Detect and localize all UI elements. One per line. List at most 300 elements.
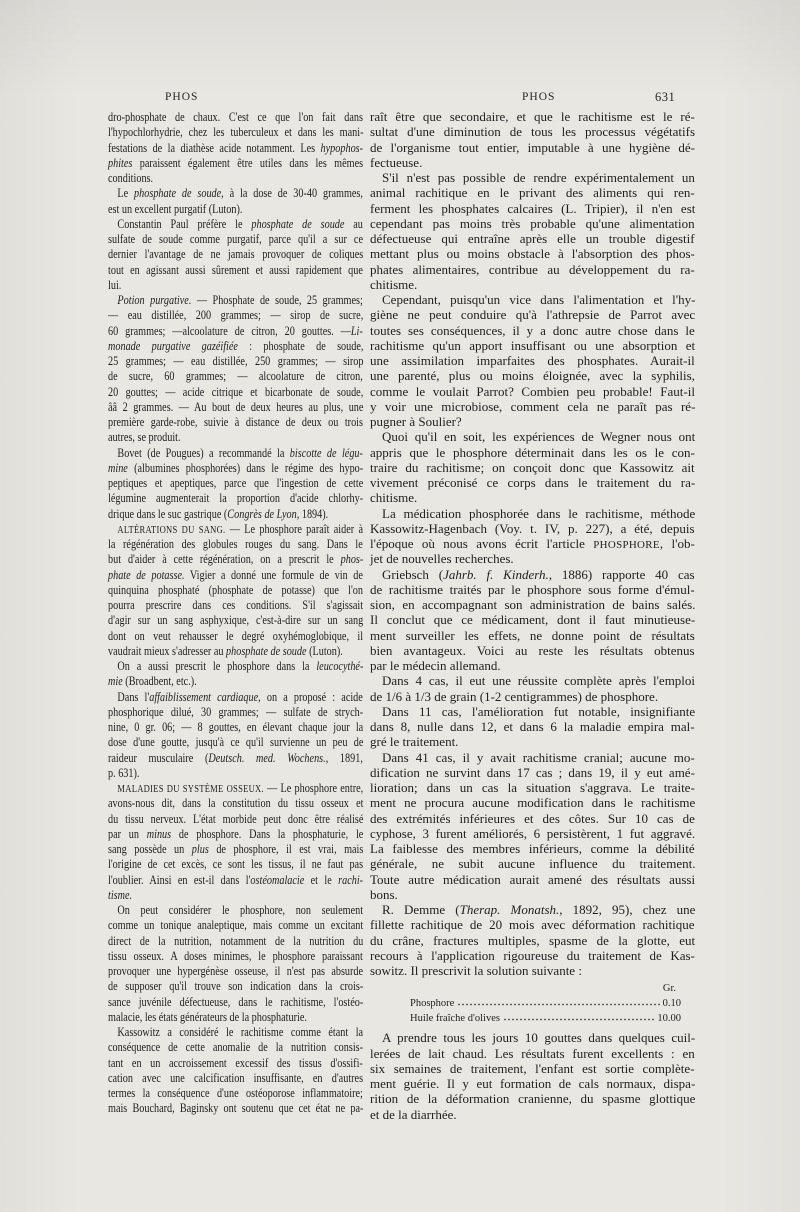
italic-run: biscotte de légu- [289,444,363,460]
text-line-content [108,811,363,826]
text-line [108,1070,363,1085]
text-line-content [108,673,197,688]
italic-run: phosphate de soude [134,185,222,201]
text-run: mais Bouchard, Baginsky ont soutenu que cet état ne pa- [108,1100,364,1116]
text-line-content [108,826,363,841]
text-run: Dans 41 cas, il y avait rachitisme cranial; aucune mo- [382,749,695,765]
text-line [370,185,695,200]
text-run: ment surveiller les effets, ne donne point de résultats [370,627,695,643]
text-run: , 1892, 95), chez une [559,902,696,917]
text-line [108,673,363,688]
text-line [370,872,695,887]
text-run: dro-phosphate de chaux. C'est ce que l'on fait dans [108,109,363,124]
text-run: de l'organisme tout entier, imputable à une hygiène dé- [370,139,695,155]
text-run: raideur musculaire ( [108,749,209,765]
text-line [108,1039,363,1054]
text-line [108,307,363,322]
paragraph [370,704,695,750]
text-run: autres, se produit. [108,429,181,445]
text-line [108,811,363,826]
text-line-content [117,216,362,231]
text-line [370,445,695,460]
text-run: fectueuse. [370,154,423,170]
text-run: cependant pas moins très probable qu'une alimentation [370,215,695,231]
italic-run: phate de potasse. [108,566,185,582]
text-line [370,124,695,139]
text-line-content [108,231,363,246]
text-run: l'origine de cet excès, ce sont les tissus, il ne faut pas [108,856,364,872]
text-line [370,948,695,963]
text-run: rition de la déformation cranienne, du spasme glottique [370,1091,696,1107]
text-line-content [370,582,695,597]
text-line [108,109,363,124]
text-line-content [108,338,363,353]
text-run: comme un tonique analeptique, mais comme un excitant [108,917,364,933]
text-run: d'agir sur un sang asphyxique, c'est-à-dire sur un sang [108,612,364,628]
text-line-content [370,460,695,475]
text-line [370,1076,695,1091]
text-run: drique dans le suc gastrique ( [108,505,228,521]
text-run: giène ne peut conduire qu'à l'athrepsie de Parrot avec [370,307,696,323]
text-run: fillette rachitique de 20 mois avec déformation rachitique [370,917,695,933]
text-line-content [117,689,362,704]
text-run: toutes ses conséquences, il y a donc autre chose dans le [370,322,695,338]
italic-run: Deutsch. med. Wochens. [208,749,326,765]
text-line-content [117,185,363,200]
text-run: recours à l'application rigoureuse du traitement de Kas- [370,947,695,963]
text-line-content [370,1107,457,1122]
text-line-content [370,353,695,368]
text-run: Dans 11 cas, l'amélioration fut notable, insignifiante [382,703,696,719]
text-line [370,1091,695,1106]
text-line-content [108,765,139,780]
text-line [108,460,363,475]
text-run: du crâne, fractures multiples, spasme de la glotte, eut [370,932,696,948]
small-caps-heading: MALADIES DU SYSTÈME OSSEUX. [117,783,264,795]
text-run: On peut considérer le phosphore, non seulement [117,902,364,917]
text-line-content [370,155,422,170]
text-line-content [108,917,363,932]
text-run: sang possède un [108,841,192,856]
text-line [370,567,695,582]
text-line-content [108,887,132,902]
text-line [370,719,695,734]
text-line-content [108,140,363,155]
text-line-content [370,246,695,261]
text-line-content [382,902,695,917]
text-run: l'oublier. Ainsi en est-il dans l' [108,871,251,887]
text-line-content [108,414,363,429]
text-line [370,140,695,155]
text-line [108,567,363,582]
text-run: jet de nouvelles recherches. [370,551,514,567]
text-line [370,933,695,948]
text-run: l'époque où nous avons écrit l'article [370,536,594,551]
text-line-content [108,795,363,810]
text-line-content [370,597,695,612]
text-line-content [108,582,363,597]
text-line [370,414,695,429]
text-run: dernier l'avantage de ne jamais provoquer de coliques [108,246,364,262]
text-line-content [382,704,695,719]
italic-run: Potion purgative. [117,292,192,307]
italic-run: plus [191,841,209,856]
text-line-content [108,704,363,719]
running-head-left: PHOS [165,91,199,103]
text-line-content [370,521,695,536]
text-line [370,887,695,902]
text-line [370,689,695,704]
text-line [108,384,363,399]
formula-unit-header: Gr. [662,983,676,995]
text-line-content [108,551,363,566]
text-run: la régénération des globules rouges du sang. Dans le [108,536,363,551]
text-run: au [344,215,363,231]
text-run: — eau distillée, 200 grammes; — sirop de sucre, [108,307,364,323]
text-run: direct de la nutrition, notamment de la nutrition du [108,932,364,948]
text-line [370,963,695,978]
text-line [370,795,695,810]
text-line [108,689,363,704]
text-line [370,338,695,353]
text-line-content [370,1091,695,1106]
text-line-content [370,445,695,460]
text-run: y voir une microbiose, comment cela ne paraît pas ré- [370,398,696,414]
text-line [108,841,363,856]
italic-run: Jahrb. f. Kinderh. [443,566,549,582]
text-run: traire du rachitisme; on conçoit donc que Kassowitz ait [370,459,695,475]
text-line-content [370,872,695,887]
text-line [108,917,363,932]
text-line [108,612,363,627]
text-line-content [108,475,363,490]
text-line-content [108,1070,363,1085]
paragraph [108,521,363,658]
text-line-content [108,994,363,1009]
text-line-content [382,1030,695,1045]
text-run: sion, en accompagnant son administration de bains salés. [370,597,696,612]
right-column [370,109,695,1122]
text-run: S'il n'est pas possible de rendre expérimentalement un [382,170,695,185]
text-run: vivement préconisé ce corps dans le traitement du ra- [370,475,696,490]
text-line [108,978,363,993]
text-line [370,704,695,719]
text-line [108,1055,363,1070]
text-run: , 1894). [296,505,329,521]
text-run: Kassowitz-Hagenbach (Voy. t. IV, p. 227), a été, depuis [370,520,695,536]
text-run: — Phosphate de soude, 25 grammes; [191,292,363,307]
formula-ingredient: Phosphore [410,998,455,1010]
text-run: Le [117,185,135,201]
text-run: gré le traitement. [370,734,459,750]
text-line [370,384,695,399]
text-line [370,917,695,932]
text-run: Vigier a donné une formule de vin de [184,566,363,582]
text-line-content [370,216,695,231]
text-line [108,643,363,658]
text-line-content [370,933,695,948]
text-line [108,231,363,246]
text-run: de rachitisme traités par le phosphore sous forme d'émul- [370,581,695,597]
formula-quantity: 0.10 [662,998,681,1010]
text-run: six semaines de traitement, l'enfant est sortie complète- [370,1060,695,1076]
text-line-content [108,307,363,322]
text-line [108,765,363,780]
text-line-content [108,201,242,216]
text-line-content [370,338,695,353]
text-line-content [108,963,363,978]
text-line [370,399,695,414]
dot-leader [457,1000,659,1006]
text-line [108,262,363,277]
text-line-content [370,307,695,322]
text-run: , l'ob- [659,536,695,551]
text-run: Griebsch ( [382,566,444,582]
italic-run: rachi- [338,871,364,887]
text-line [108,246,363,261]
text-line-content [108,933,363,948]
text-line [108,140,363,155]
text-run: provoquer une hypergénèse osseuse, il n'est pas absurde [108,963,364,978]
text-run: (Broadbent, etc.). [122,673,197,689]
text-line-content [108,277,121,292]
text-run: , on a proposé : acide [258,688,363,704]
text-run: La faiblesse des membres inférieurs, comme la débilité [370,841,695,856]
text-line-content [108,399,363,414]
text-run: ferment les phosphates calcaires (L. Tripier), il n'en est [370,200,696,216]
text-line-content [108,506,328,521]
text-line [108,521,363,536]
text-line-content [108,734,363,749]
text-line [370,490,695,505]
text-line-content [108,597,363,612]
italic-run: leucocythé- [316,658,364,673]
text-line-content [117,445,363,460]
running-head-right: PHOS [522,91,556,103]
text-line [370,368,695,383]
text-line [108,1009,363,1024]
text-line [108,536,363,551]
text-line [108,628,363,643]
text-line [370,826,695,841]
text-run: chitisme. [370,276,418,292]
text-line [108,414,363,429]
text-run: légumine augmenterait la proportion d'acide chlorhy- [108,490,364,506]
text-line [108,872,363,887]
text-line-content [108,1100,363,1115]
text-line-content [382,673,695,688]
text-line-content [108,567,363,582]
text-line [108,658,363,673]
text-run: chitisme. [370,490,418,506]
text-line [108,780,363,795]
paragraph [370,750,695,903]
text-line-content [382,567,695,582]
text-line-content [370,368,695,383]
text-run: dans 8, nulle dans 12, et dans 6 la maladie empira mal- [370,719,695,734]
text-run: bons. [370,886,398,902]
text-line [370,1061,695,1076]
text-line [108,124,363,139]
italic-run: tisme. [108,886,133,902]
text-run: paraissent également être utiles dans les mêmes [132,154,364,170]
text-line [108,1024,363,1039]
text-line [370,628,695,643]
text-line-content [370,1061,695,1076]
text-run: p. 631). [108,764,140,780]
text-run: animal rachitique en le privant des aliments qui ren- [370,185,695,201]
paragraph [108,689,363,781]
text-line [370,429,695,444]
text-line-content [370,689,658,704]
paragraph [108,658,363,689]
small-caps-heading: PHOSPHORE [593,539,660,551]
text-line [108,277,363,292]
text-run: une assimilation imparfaites des phosphates. Aurait-il [370,353,695,368]
formula-ingredient: Huile fraîche d'olives [410,1013,500,1025]
paragraph [370,170,695,292]
paragraph [370,109,695,170]
text-line-content [370,201,695,216]
text-line-content [370,841,695,856]
text-line-content [370,658,501,673]
italic-run: phosphate de soude [251,215,345,231]
text-line [108,170,363,185]
text-run: avons-nous dit, dans la constitution du tissu osseux et [108,795,364,811]
text-run: sultat d'une diminution de tous les processus végétatifs [370,124,696,140]
text-line [108,1085,363,1100]
text-line [370,277,695,292]
text-line-content [370,140,695,155]
text-line [370,673,695,688]
text-line-content [370,643,695,658]
text-line [370,780,695,795]
text-run: tissu osseux. A doses minimes, le phosphore paraissant [108,947,363,963]
text-line [370,506,695,521]
text-line-content [382,170,695,185]
paragraph [370,506,695,567]
text-run: dification ne survint dans 17 cas ; dans 19, il y eut amé- [370,764,695,780]
italic-run: minus [146,825,172,841]
text-line-content [370,475,695,490]
text-line [108,445,363,460]
paragraph [370,292,695,429]
text-run: et de la diarrhée. [370,1106,457,1122]
paragraph [108,185,363,216]
text-run: — Le phosphore entre, [263,780,364,795]
text-line [108,490,363,505]
text-line [108,734,363,749]
text-line [108,826,363,841]
text-run: tant en un accroissement excessif des tissus d'ossifi- [108,1054,363,1070]
text-run: (albumines phosphorées) dans le régime des hypo- [127,459,364,475]
text-line [108,551,363,566]
text-line [108,856,363,871]
text-run: de sucre, 60 grammes; — alcoolature de citron, [108,368,363,384]
text-run: de phosphore, il est vrai, mais [208,841,364,856]
paragraph [108,109,363,185]
text-run: 25 grammes; — eau distillée, 250 grammes; — sirop [108,353,364,368]
text-line [370,597,695,612]
italic-run: ostéomalacie [250,871,305,887]
text-run: cation avec une calcification insuffisante, en d'autres [108,1069,364,1085]
text-line-content [108,246,363,261]
text-line-content [370,612,695,627]
text-run: , 1891, [325,749,363,765]
text-run: Toute autre médication aurait amené des résultats aussi [370,871,696,887]
text-line-content [108,719,363,734]
text-run: (Luton). [306,642,343,658]
text-run: pugner à Soulier? [370,414,462,429]
text-line [370,750,695,765]
text-run: par le médecin allemand. [370,658,501,673]
text-line-content [108,490,363,505]
text-line-content [370,826,695,841]
text-line-content [370,551,514,566]
text-run: — Le phosphore paraît aider à [225,520,363,536]
formula-row [410,1011,681,1026]
text-line-content [370,231,695,246]
italic-run: mie [108,673,123,689]
text-run: 20 gouttes; — acide citrique et bicarbonate de soude, [108,383,364,399]
text-run: phates alimentaires, contribue au développement du ra- [370,261,695,277]
text-line [108,902,363,917]
text-run: malacie, les états générateurs de la phosphaturie. [108,1008,307,1024]
text-run: Il conclut que ce médicament, dont il faut minutieuse- [370,612,696,628]
text-line-content [108,124,363,139]
text-run: lerées de lait chaud. Les résultats furent excellents : en [370,1045,695,1061]
text-line-content [117,1024,363,1039]
text-line [370,170,695,185]
text-line-content [370,856,695,871]
text-line-content [370,277,417,292]
text-line [108,750,363,765]
dot-leader [503,1015,654,1021]
text-line-content [108,1085,363,1100]
text-line-content [108,109,363,124]
text-run: peptiques et apeptiques, parce que l'ingestion de cette [108,475,364,490]
text-line-content [108,368,363,383]
paragraph [370,902,695,978]
text-line [108,597,363,612]
text-line-content [370,1046,695,1061]
italic-run: phosphate de soude [226,642,307,658]
text-line [108,475,363,490]
text-line [370,1107,695,1122]
paragraph [370,567,695,674]
text-run: Kassowitz a considéré le rachitisme comme étant la [117,1024,364,1039]
text-run: sance juvénile défectueuse, dans le rachitisme, l'ostéo- [108,993,364,1009]
text-line [370,475,695,490]
italic-run: phos- [340,551,364,567]
paragraph [108,292,363,445]
text-line-content [117,292,362,307]
text-line-content [108,1039,363,1054]
text-line [370,811,695,826]
text-run: appris que le phosphore déterminait dans les os le con- [370,444,695,460]
text-line-content [108,856,363,871]
paragraph [108,780,363,902]
text-run: Quoi qu'il en soit, les expériences de Wegner nous ont [382,429,696,445]
text-run: une parenté, plus ou moins éloignée, avec la syphilis, [370,368,695,384]
text-run: lui. [108,276,122,292]
text-run: Bovet (de Pougues) a recommandé la [117,444,290,460]
text-line-content [108,460,363,475]
text-line [108,704,363,719]
text-line-content [108,841,363,856]
page-number: 631 [655,90,676,104]
text-line-content [370,811,695,826]
